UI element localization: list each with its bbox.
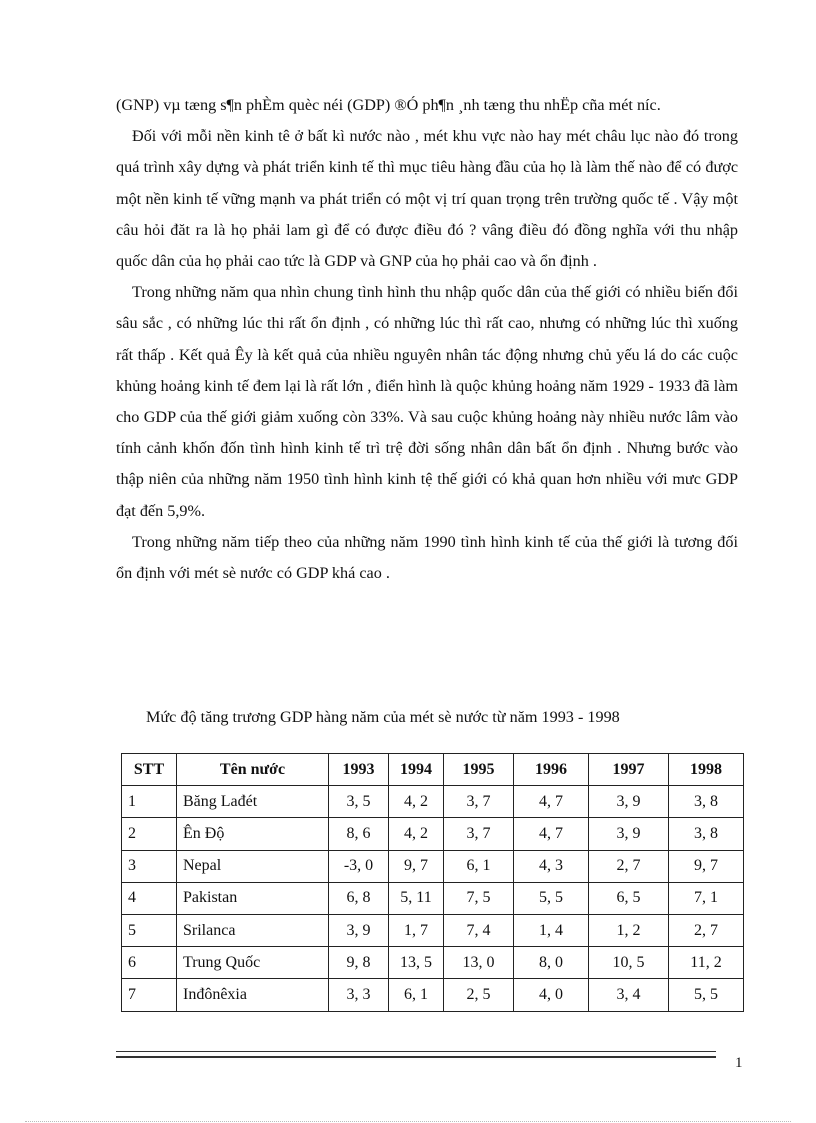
cell-country: Pakistan <box>177 882 329 914</box>
header-year: 1997 <box>589 754 669 786</box>
cell-value: 5, 5 <box>514 882 589 914</box>
cell-value: 9, 7 <box>669 850 744 882</box>
cell-value: 7, 4 <box>444 914 514 946</box>
cell-value: -3, 0 <box>329 850 389 882</box>
cell-value: 1, 2 <box>589 914 669 946</box>
cell-value: 4, 3 <box>514 850 589 882</box>
page-number: 1 <box>735 1055 743 1071</box>
table-row <box>122 979 744 1011</box>
paragraph: Trong những năm tiếp theo của những năm 1990 tình hình kinh tế của thế giới là tương đối ổn định với mét sè nước có GDP khá cao . <box>116 532 738 583</box>
cell-value: 2, 5 <box>444 979 514 1011</box>
cell-value: 8, 0 <box>514 947 589 979</box>
header-country: Tên nước <box>177 754 329 786</box>
cell-value: 1, 4 <box>514 914 589 946</box>
cell-value: 3, 3 <box>329 979 389 1011</box>
cell-country: Ên Độ <box>177 818 329 850</box>
paragraph: Đối với mỗi nền kinh tê ở bất kì nước nào , mét khu vực nào hay mét châu lục nào đó trong quá trình xây dựng và phát triển kinh tế thì mục tiêu hàng đầu của họ là làm thế nào để có được một nền kinh tế vững mạnh va phát triển có một vị trí quan trọng trên trường quốc tế . Vậy một câu hỏi đăt ra là họ phải lam gì để có được điều đó ? vâng điều đó đồng nghĩa với thu nhập quốc dân của họ phải cao tức là GDP và GNP của họ phải cao và ổn định . <box>116 127 738 271</box>
cell-value: 13, 0 <box>444 947 514 979</box>
cell-value: 4, 7 <box>514 818 589 850</box>
cell-value: 6, 8 <box>329 882 389 914</box>
cell-value: 4, 2 <box>389 786 444 818</box>
cell-country: Trung Quốc <box>177 947 329 979</box>
cell-value: 3, 8 <box>669 818 744 850</box>
cell-value: 6, 1 <box>444 850 514 882</box>
cell-country: Nepal <box>177 850 329 882</box>
header-year: 1994 <box>389 754 444 786</box>
cell-value: 3, 9 <box>329 914 389 946</box>
page-break-line <box>25 1121 791 1122</box>
cell-value: 9, 8 <box>329 947 389 979</box>
table-header-row <box>122 754 744 786</box>
cell-value: 3, 9 <box>589 818 669 850</box>
cell-value: 13, 5 <box>389 947 444 979</box>
footer-divider <box>116 1056 716 1058</box>
cell-value: 5, 11 <box>389 882 444 914</box>
cell-value: 3, 5 <box>329 786 389 818</box>
table-row <box>122 947 744 979</box>
table-row <box>122 818 744 850</box>
header-year: 1995 <box>444 754 514 786</box>
cell-value: 3, 4 <box>589 979 669 1011</box>
cell-stt: 2 <box>122 818 177 850</box>
table-row <box>122 850 744 882</box>
cell-value: 1, 7 <box>389 914 444 946</box>
table-caption: Mức độ tăng trương GDP hàng năm của mét sè nước từ năm 1993 - 1998 <box>146 708 620 726</box>
cell-value: 6, 1 <box>389 979 444 1011</box>
cell-value: 2, 7 <box>589 850 669 882</box>
footer-divider <box>116 1051 716 1052</box>
cell-value: 7, 1 <box>669 882 744 914</box>
header-year: 1998 <box>669 754 744 786</box>
cell-value: 5, 5 <box>669 979 744 1011</box>
cell-country: Srilanca <box>177 914 329 946</box>
cell-country: Inđônêxia <box>177 979 329 1011</box>
cell-value: 8, 6 <box>329 818 389 850</box>
cell-stt: 3 <box>122 850 177 882</box>
header-year: 1993 <box>329 754 389 786</box>
table-row <box>122 882 744 914</box>
header-year: 1996 <box>514 754 589 786</box>
cell-value: 11, 2 <box>669 947 744 979</box>
cell-value: 4, 0 <box>514 979 589 1011</box>
cell-value: 3, 7 <box>444 818 514 850</box>
paragraph: (GNP) vµ tæng s¶n phÈm quèc néi (GDP) ®Ó ph¶n ¸nh tæng thu nhËp cña mét níc. <box>116 96 661 114</box>
cell-stt: 6 <box>122 947 177 979</box>
body-text <box>116 90 738 589</box>
cell-value: 7, 5 <box>444 882 514 914</box>
cell-stt: 1 <box>122 786 177 818</box>
header-stt: STT <box>122 754 177 786</box>
cell-value: 10, 5 <box>589 947 669 979</box>
cell-value: 6, 5 <box>589 882 669 914</box>
cell-country: Băng Lađét <box>177 786 329 818</box>
gdp-growth-table <box>121 753 744 1012</box>
cell-value: 4, 7 <box>514 786 589 818</box>
table-row <box>122 786 744 818</box>
cell-stt: 5 <box>122 914 177 946</box>
cell-stt: 7 <box>122 979 177 1011</box>
cell-value: 4, 2 <box>389 818 444 850</box>
cell-stt: 4 <box>122 882 177 914</box>
cell-value: 2, 7 <box>669 914 744 946</box>
cell-value: 3, 9 <box>589 786 669 818</box>
cell-value: 9, 7 <box>389 850 444 882</box>
table-row <box>122 914 744 946</box>
paragraph: Trong những năm qua nhìn chung tình hình thu nhập quốc dân của thế giới có nhiều biến đổi sâu sắc , có những lúc thi rất ổn định , có những lúc thì rất cao, nhưng có những lúc thì xuống rất thấp . Kết quả Êy là kết quả của nhiều nguyên nhân tác động nhưng chủ yếu lá do các cuộc khủng hoảng kinh tế đem lại là rất lớn , điển hình là quộc khủng hoảng năm 1929 - 1933 đã làm cho GDP của thế giới giảm xuống còn 33%. Và sau cuộc khủng hoảng này nhiều nước lâm vào tính cảnh khốn đốn tình hình kinh tế trì trệ đời sống nhân dân bất ổn định . Nhưng bước vào thập niên của những năm 1950 tình hình kinh tệ thế giới có khả quan hơn nhiều với mưc GDP đạt đến 5,9%. <box>116 283 738 520</box>
cell-value: 3, 7 <box>444 786 514 818</box>
cell-value: 3, 8 <box>669 786 744 818</box>
